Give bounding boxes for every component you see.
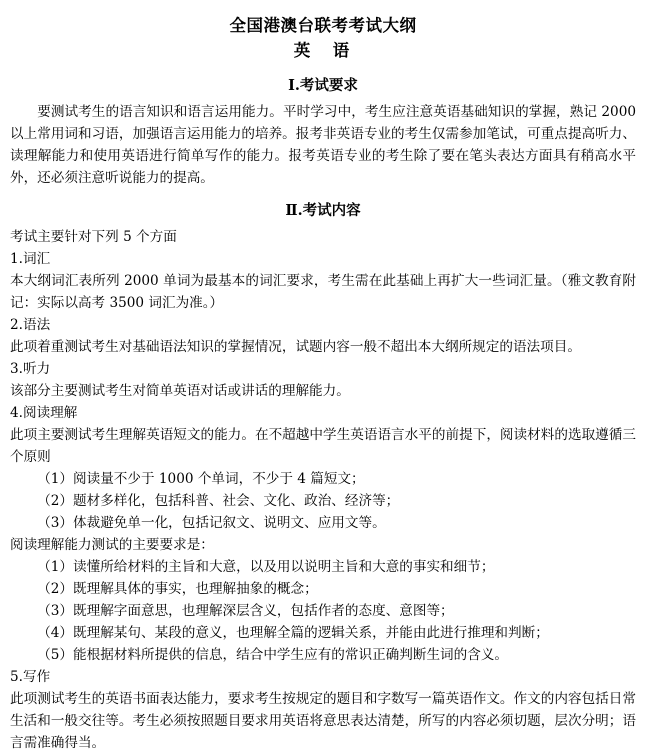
list-item: （2）题材多样化，包括科普、社会、文化、政治、经济等； (37, 492, 400, 509)
item-body-listening: 该部分主要测试考生对简单英语对话或讲话的理解能力。 (10, 382, 350, 399)
item-heading-vocabulary: 1.词汇 (10, 250, 51, 267)
item-body-reading: 此项主要测试考生理解英语短文的能力。在不超越中学生英语语言水平的前提下，阅读材料的选取遵循三个原则 (10, 426, 636, 465)
item-heading-grammar: 2.语法 (10, 316, 51, 333)
item-heading-listening: 3.听力 (10, 360, 51, 377)
list-item: （3）体裁避免单一化，包括记叙文、说明文、应用文等。 (37, 514, 386, 531)
list-item: （1）读懂所给材料的主旨和大意，以及用以说明主旨和大意的事实和细节； (37, 558, 495, 575)
item-body-vocabulary: 本大纲词汇表所列 2000 单词为最基本的词汇要求，考生需在此基础上再扩大一些词汇量。（雅文教育附记：实际以高考 3500 词汇为准。） (10, 272, 636, 311)
item-body-writing: 此项测试考生的英语书面表达能力，要求考生按规定的题目和字数写一篇英语作文。作文的内容包括日常生活和一般交往等。考生必须按照题目要求用英语将意思表达清楚，所写的内容必须切题，层次分明；语言需准确得当。 (10, 690, 636, 751)
list-item: （2）既理解具体的事实，也理解抽象的概念； (37, 580, 318, 597)
reading-requirements-lead: 阅读理解能力测试的主要要求是： (10, 536, 214, 553)
section2-lead: 考试主要针对下列 5 个方面 (10, 228, 177, 245)
list-item: （5）能根据材料所提供的信息，结合中学生应有的常识正确判断生词的含义。 (37, 646, 509, 663)
item-heading-reading: 4.阅读理解 (10, 404, 78, 421)
item-body-grammar: 此项着重测试考生对基础语法知识的掌握情况，试题内容一般不超出本大纲所规定的语法项目。 (10, 338, 581, 355)
list-item: （1）阅读量不少于 1000 个单词，不少于 4 篇短文； (37, 470, 365, 487)
section-heading-exam-content: Ⅱ.考试内容 (285, 201, 361, 219)
list-item: （3）既理解字面意思，也理解深层含义，包括作者的态度、意图等； (37, 602, 454, 619)
section1-paragraph: 要测试考生的语言知识和语言运用能力。平时学习中，考生应注意英语基础知识的掌握，熟记 2000 以上常用词和习语，加强语言运用能力的培养。报考非英语专业的考生仅需参加笔试，可重点提高听力、读理解能力和使用英语进行简单写作的能力。报考英语专业的考生除了要在笔头表达方面具有稍高水平外，还必须注意听说能力的提高。 (10, 103, 636, 186)
item-heading-writing: 5.写作 (10, 668, 51, 685)
page-subtitle: 英 语 (293, 40, 353, 60)
list-item: （4）既理解某句、某段的意义，也理解全篇的逻辑关系，并能由此进行推理和判断； (37, 624, 549, 641)
section-heading-exam-requirements: Ⅰ.考试要求 (288, 76, 358, 94)
page-title: 全国港澳台联考考试大纲 (229, 16, 417, 35)
